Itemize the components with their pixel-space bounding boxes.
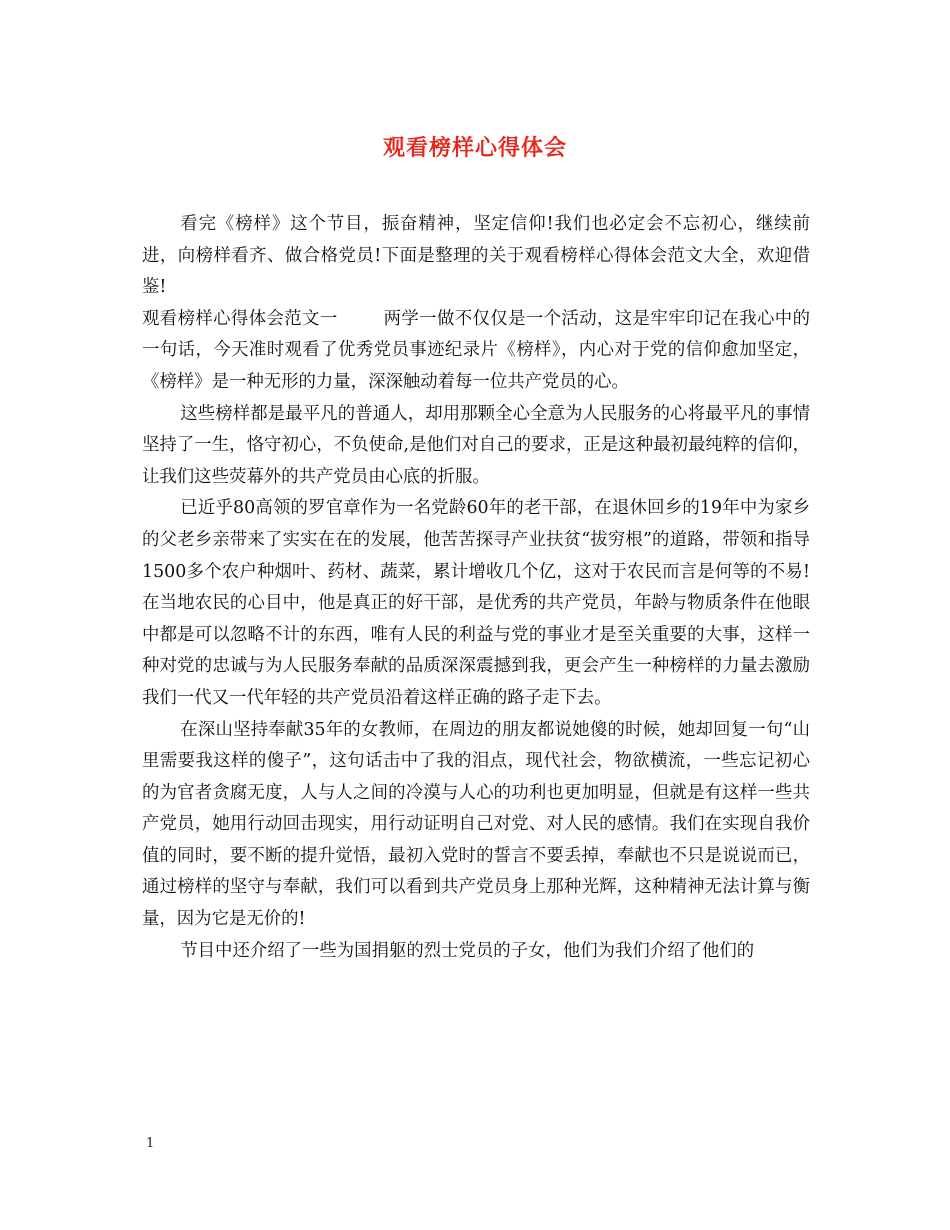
- page-number: 1: [146, 1136, 155, 1151]
- paragraph-2: 这些榜样都是最平凡的普通人，却用那颗全心全意为人民服务的心将最平凡的事情坚持了一生，恪守初心，不负使命,是他们对自己的要求，正是这种最初最纯粹的信仰，让我们这些荧幕外的共产党员由心底的折服。: [142, 403, 810, 487]
- section-one-text: 两学一做不仅仅是一个活动，这是牢牢印记在我心中的一句话，今天准时观看了优秀党员事迹纪录片《榜样》，内心对于党的信仰愈加坚定，《榜样》是一种无形的力量，深深触动着每一位共产党员的心。: [142, 308, 810, 392]
- document-title: 观看榜样心得体会: [382, 135, 567, 161]
- paragraph-4: 在深山坚持奉献35年的女教师，在周边的朋友都说她傻的时候，她却回复一句“山里需要我这样的傻子”，这句话击中了我的泪点，现代社会，物欲横流，一些忘记初心的为官者贪腐无度，人与人之间的冷漠与人心的功利也更加明显，但就是有这样一些共产党员，她用行动回击现实，用行动证明自己对党、对人民的感情。我们在实现自我价值的同时，要不断的提升觉悟，最初入党时的誓言不要丢掉，奉献也不只是说说而已，通过榜样的坚守与奉献，我们可以看到共产党员身上那种光辉，这种精神无法计算与衡量，因为它是无价的!: [142, 719, 810, 930]
- section-label: 观看榜样心得体会范文一: [142, 308, 338, 329]
- section-one-paragraph: [142, 304, 810, 399]
- intro-paragraph: 看完《榜样》这个节目，振奋精神，坚定信仰!我们也必定会不忘初心，继续前进，向榜样看齐、做合格党员!下面是整理的关于观看榜样心得体会范文大全，欢迎借鉴!: [142, 214, 810, 298]
- paragraph-5: 节目中还介绍了一些为国捐躯的烈士党员的子女，他们为我们介绍了他们的: [180, 940, 755, 961]
- document-body: [142, 209, 810, 967]
- paragraph-3: 已近乎80高领的罗官章作为一名党龄60年的老干部，在退休回乡的19年中为家乡的父老乡亲带来了实实在在的发展，他苦苦探寻产业扶贫“拔穷根”的道路，带领和指导1500多个农户种烟叶、药材、蔬菜，累计增收几个亿，这对于农民而言是何等的不易!在当地农民的心目中，他是真正的好干部，是优秀的共产党员，年龄与物质条件在他眼中都是可以忽略不计的东西，唯有人民的利益与党的事业才是至关重要的大事，这样一种对党的忠诚与为人民服务奉献的品质深深震撼到我，更会产生一种榜样的力量去激励我们一代又一代年轻的共产党员沿着这样正确的路子走下去。: [142, 498, 810, 708]
